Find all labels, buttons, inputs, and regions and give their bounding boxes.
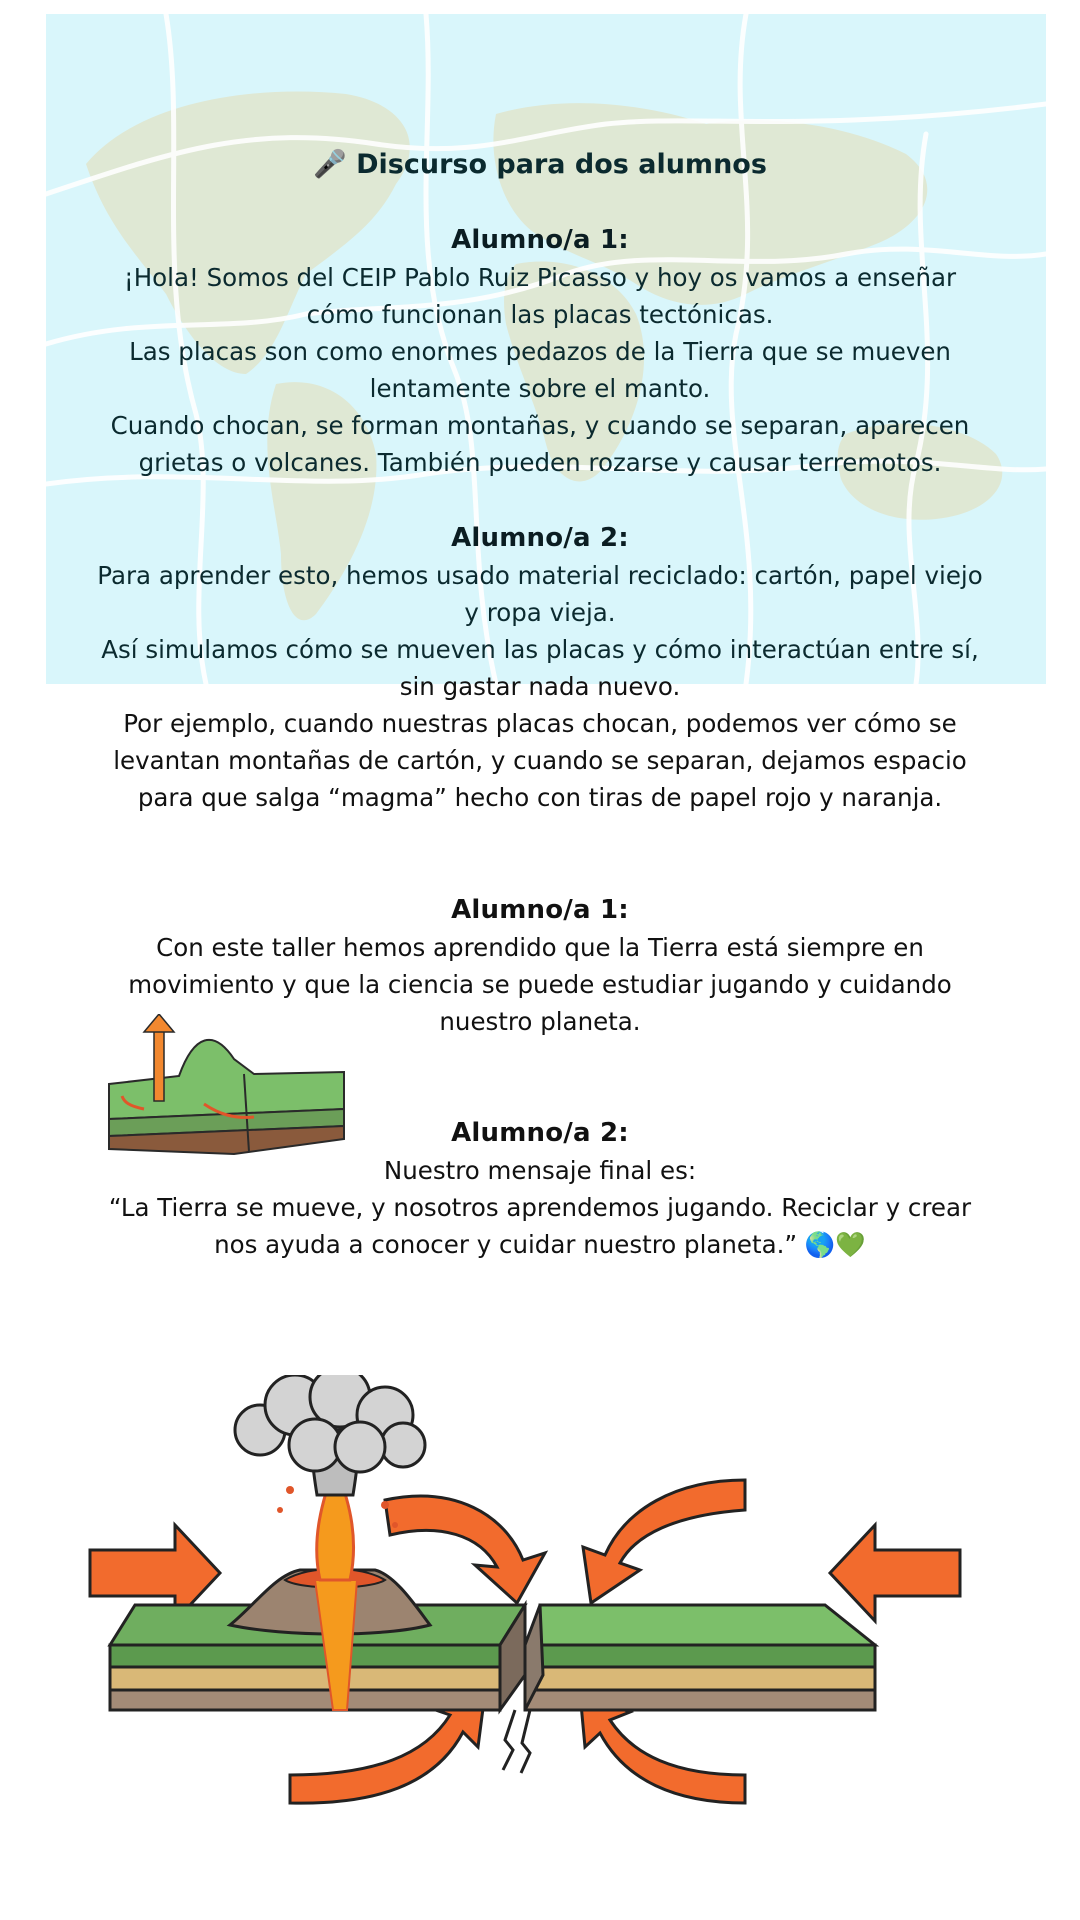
speech-line: ¡Hola! Somos del CEIP Pablo Ruiz Picasso y hoy os vamos a enseñar xyxy=(123,263,957,292)
speech-line: Cuando chocan, se forman montañas, y cuando se separan, aparecen xyxy=(110,411,970,440)
speech-line: Nuestro mensaje final es: xyxy=(383,1156,697,1185)
speech-line: y ropa vieja. xyxy=(464,598,616,627)
speech-line: grietas o volcanes. También pueden rozarse y causar terremotos. xyxy=(138,448,942,477)
speech-line: sin gastar nada nuevo. xyxy=(399,672,681,701)
arrow-left-icon xyxy=(830,1525,960,1621)
speaker-heading-1: Alumno/a 1: xyxy=(451,225,629,255)
speech-line: nuestro planeta. xyxy=(439,1007,641,1036)
curved-arrow-icon xyxy=(385,1496,545,1603)
smoke-cloud-icon xyxy=(235,1375,425,1472)
speech-line: Para aprender esto, hemos usado material reciclado: cartón, papel viejo xyxy=(97,561,983,590)
convergent-plates-volcano-diagram xyxy=(85,1375,985,1835)
speech-line: Así simulamos cómo se mueven las placas y cómo interactúan entre sí, xyxy=(101,635,979,664)
document-title: Discurso para dos alumnos xyxy=(356,149,767,180)
speech-line: Con este taller hemos aprendido que la Tierra está siempre en xyxy=(156,933,924,962)
speaker-heading-3: Alumno/a 1: xyxy=(451,895,629,925)
speech-line: lentamente sobre el manto. xyxy=(369,374,711,403)
speech-line: “La Tierra se mueve, y nosotros aprendemos jugando. Reciclar y crear xyxy=(108,1193,972,1222)
speech-line: movimiento y que la ciencia se puede estudiar jugando y cuidando xyxy=(128,970,952,999)
speech-line: nos ayuda a conocer y cuidar nuestro planeta.” 🌎💚 xyxy=(214,1230,866,1259)
curved-arrow-icon xyxy=(583,1480,745,1603)
speech-line: cómo funcionan las placas tectónicas. xyxy=(306,300,774,329)
speech-line: para que salga “magma” hecho con tiras de papel rojo y naranja. xyxy=(137,783,943,812)
speaker-heading-4: Alumno/a 2: xyxy=(451,1118,629,1148)
speaker-heading-2: Alumno/a 2: xyxy=(451,523,629,553)
plate-uplift-diagram xyxy=(104,1014,354,1164)
speech-line: Las placas son como enormes pedazos de la Tierra que se mueven xyxy=(129,337,951,366)
speech-line: levantan montañas de cartón, y cuando se separan, dejamos espacio xyxy=(113,746,967,775)
microphone-icon: 🎤 xyxy=(313,149,347,180)
speech-line: Por ejemplo, cuando nuestras placas chocan, podemos ver cómo se xyxy=(123,709,957,738)
document-title-row xyxy=(80,146,1000,183)
